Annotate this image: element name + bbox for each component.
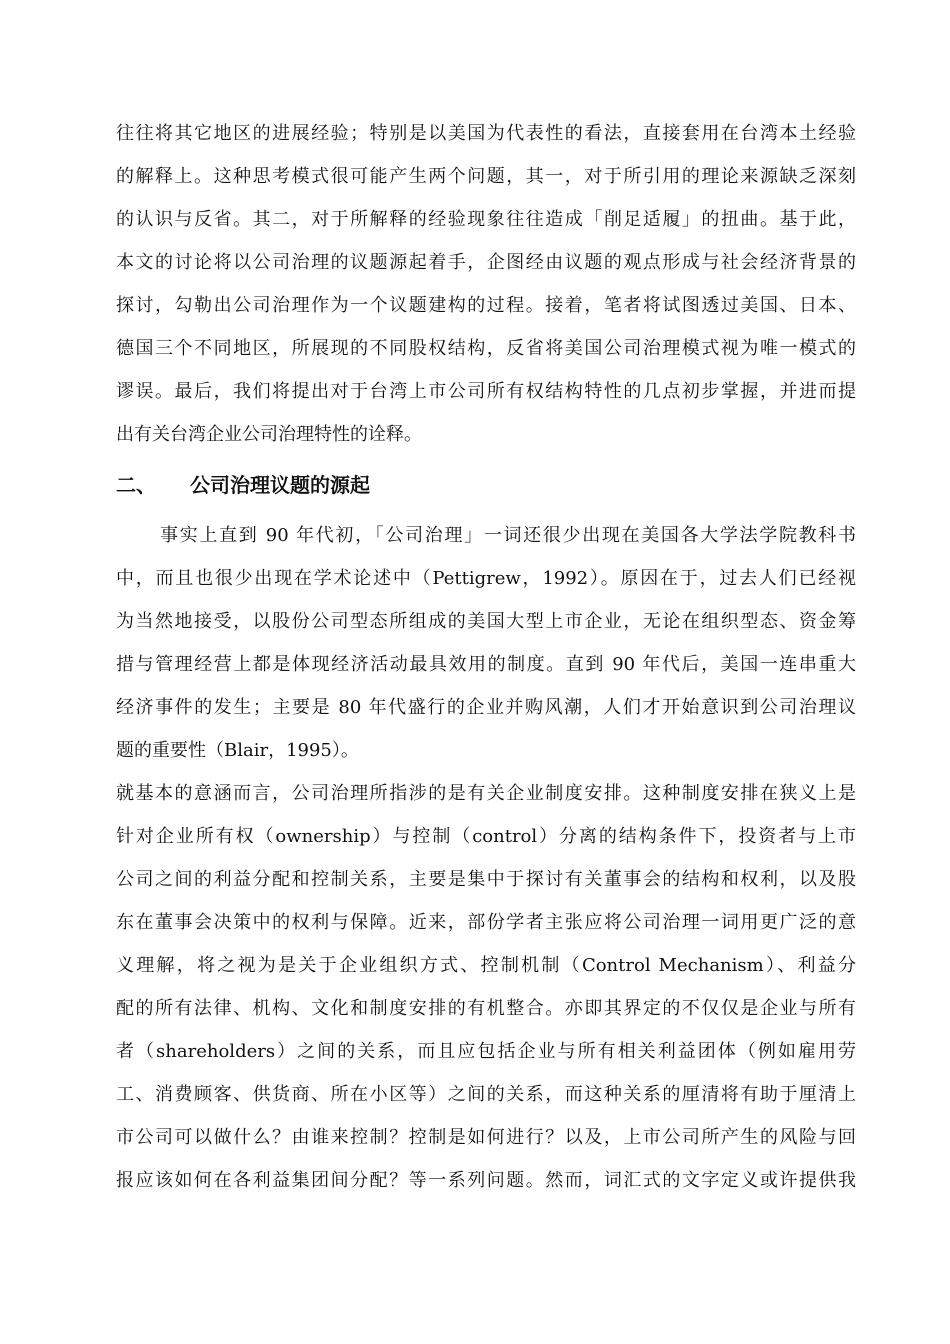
section-heading <box>116 456 856 514</box>
text-line: 报应该如何在各利益集团间分配？等一系列问题。然而，词汇式的文字定义或许提供我 <box>116 1170 856 1191</box>
text-line: 针对企业所有权（ownership）与控制（control）分离的结构条件下，投资者与上市 <box>116 826 856 847</box>
text-line: 出有关台湾企业公司治理特性的诠释。 <box>116 424 422 445</box>
document-body <box>116 112 856 1202</box>
text-line: 为当然地接受，以股份公司型态所组成的美国大型上市企业，无论在组织型态、资金筹 <box>116 611 856 632</box>
text-line: 德国三个不同地区，所展现的不同股权结构，反省将美国公司治理模式视为唯一模式的 <box>116 338 856 359</box>
text-line: 的解释上。这种思考模式很可能产生两个问题，其一，对于所引用的理论来源缺乏深刻 <box>116 166 856 187</box>
text-line: 市公司可以做什么？由谁来控制？控制是如何进行？以及，上市公司所产生的风险与回 <box>116 1127 856 1148</box>
text-line: 措与管理经营上都是体现经济活动最具效用的制度。直到 90 年代后，美国一连串重大 <box>116 654 856 675</box>
paragraph-origin <box>116 514 856 772</box>
text-line: 谬误。最后，我们将提出对于台湾上市公司所有权结构特性的几点初步掌握，并进而提 <box>116 381 856 402</box>
text-line: 就基本的意涵而言，公司治理所指涉的是有关企业制度安排。这种制度安排在狭义上是 <box>116 783 856 804</box>
section-title: 公司治理议题的源起 <box>190 473 370 497</box>
text-line: 中，而且也很少出现在学术论述中（Pettigrew，1992）。原因在于，过去人们已经视 <box>116 568 856 589</box>
text-line: 公司之间的利益分配和控制关系，主要是集中于探讨有关董事会的结构和权利，以及股 <box>116 869 856 890</box>
text-line: 题的重要性（Blair，1995）。 <box>116 740 359 761</box>
text-line: 配的所有法律、机构、文化和制度安排的有机整合。亦即其界定的不仅仅是企业与所有 <box>116 998 856 1019</box>
text-line: 事实上直到 90 年代初，「公司治理」一词还很少出现在美国各大学法学院教科书 <box>160 525 856 546</box>
text-line: 经济事件的发生；主要是 80 年代盛行的企业并购风潮，人们才开始意识到公司治理议 <box>116 697 856 718</box>
text-line: 的认识与反省。其二，对于所解释的经验现象往往造成「削足适履」的扭曲。基于此， <box>116 209 856 230</box>
text-line: 义理解，将之视为是关于企业组织方式、控制机制（Control Mechanism）、利益分 <box>116 955 856 976</box>
text-line: 本文的讨论将以公司治理的议题源起着手，企图经由议题的观点形成与社会经济背景的 <box>116 252 856 273</box>
section-number: 二、 <box>116 473 156 497</box>
text-line: 者（shareholders）之间的关系，而且应包括企业与所有相关利益团体（例如雇用劳 <box>116 1041 856 1062</box>
paragraph-intro <box>116 112 856 456</box>
paragraph-definition <box>116 772 856 1202</box>
text-line: 往往将其它地区的进展经验；特别是以美国为代表性的看法，直接套用在台湾本土经验 <box>116 123 856 144</box>
text-line: 探讨，勾勒出公司治理作为一个议题建构的过程。接着，笔者将试图透过美国、日本、 <box>116 295 856 316</box>
text-line: 东在董事会决策中的权利与保障。近来，部份学者主张应将公司治理一词用更广泛的意 <box>116 912 856 933</box>
text-line: 工、消费顾客、供货商、所在小区等）之间的关系，而这种关系的厘清将有助于厘清上 <box>116 1084 856 1105</box>
